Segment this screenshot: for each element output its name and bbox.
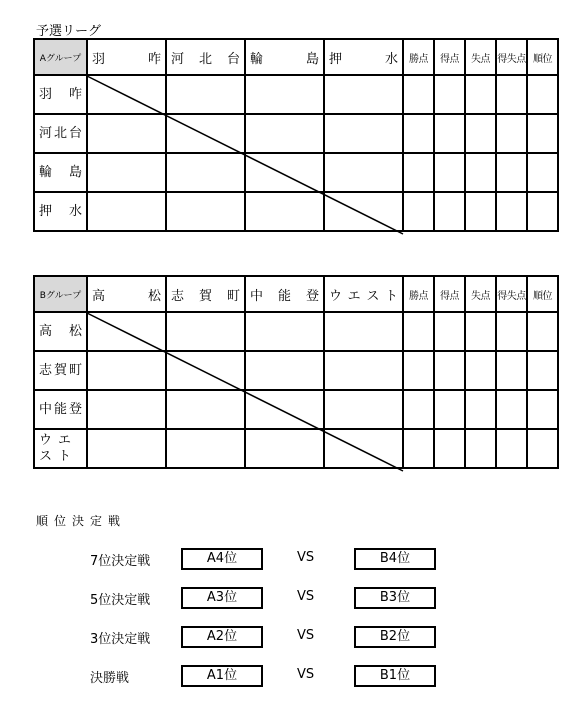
match-team-b: B4位	[354, 548, 436, 570]
table-row	[34, 312, 558, 351]
page-title: 予選リーグ	[36, 24, 102, 39]
stat-header-goal-diff: 得失点	[496, 39, 527, 75]
stat-cell[interactable]	[527, 390, 558, 429]
stat-header-goals-against: 失点	[465, 39, 496, 75]
table-row	[34, 153, 558, 192]
stat-header-rank: 順位	[527, 39, 558, 75]
stat-cell[interactable]	[496, 75, 527, 114]
team-header: 志賀町	[166, 276, 245, 312]
result-cell[interactable]	[245, 114, 324, 153]
result-cell[interactable]	[324, 429, 403, 468]
match-team-a: A3位	[181, 587, 263, 609]
group-b-table	[33, 275, 559, 469]
stat-cell[interactable]	[496, 192, 527, 231]
stat-cell[interactable]	[434, 114, 465, 153]
result-cell[interactable]	[87, 351, 166, 390]
finals-title: 順位決定戦	[36, 514, 127, 528]
table-row	[34, 351, 558, 390]
stat-header-goals-against: 失点	[465, 276, 496, 312]
match-team-a: A2位	[181, 626, 263, 648]
result-cell[interactable]	[87, 390, 166, 429]
row-team-label: 高 松	[34, 312, 87, 351]
stat-cell[interactable]	[403, 192, 434, 231]
stat-cell[interactable]	[527, 351, 558, 390]
stat-cell[interactable]	[465, 114, 496, 153]
result-cell[interactable]	[166, 312, 245, 351]
result-cell[interactable]	[245, 429, 324, 468]
stat-header-points: 勝点	[403, 276, 434, 312]
result-cell[interactable]	[87, 192, 166, 231]
stat-header-goals-for: 得点	[434, 276, 465, 312]
result-cell[interactable]	[166, 390, 245, 429]
vs-label: VS	[297, 589, 315, 604]
stat-cell[interactable]	[527, 153, 558, 192]
result-cell[interactable]	[245, 75, 324, 114]
team-header: 羽 咋	[87, 39, 166, 75]
stat-cell[interactable]	[496, 390, 527, 429]
result-cell[interactable]	[166, 153, 245, 192]
result-cell[interactable]	[166, 192, 245, 231]
stat-cell[interactable]	[403, 114, 434, 153]
match-row-5th	[0, 587, 586, 611]
stat-cell[interactable]	[465, 192, 496, 231]
stat-cell[interactable]	[496, 351, 527, 390]
table-row	[34, 114, 558, 153]
match-team-b: B1位	[354, 665, 436, 687]
table-row	[34, 192, 558, 231]
stat-cell[interactable]	[403, 351, 434, 390]
result-cell[interactable]	[245, 390, 324, 429]
vs-label: VS	[297, 667, 315, 682]
result-cell[interactable]	[245, 312, 324, 351]
stat-cell[interactable]	[465, 390, 496, 429]
row-team-label: 押 水	[34, 192, 87, 231]
result-cell[interactable]	[166, 351, 245, 390]
stat-header-points: 勝点	[403, 39, 434, 75]
stat-cell[interactable]	[527, 114, 558, 153]
row-team-label: ウエスト	[34, 429, 87, 468]
result-cell[interactable]	[87, 153, 166, 192]
row-team-label: 輪 島	[34, 153, 87, 192]
stat-cell[interactable]	[434, 390, 465, 429]
stat-cell[interactable]	[496, 114, 527, 153]
stat-cell[interactable]	[434, 351, 465, 390]
result-cell[interactable]	[324, 351, 403, 390]
stat-cell[interactable]	[465, 351, 496, 390]
result-cell[interactable]	[324, 114, 403, 153]
result-cell[interactable]	[245, 351, 324, 390]
match-team-b: B3位	[354, 587, 436, 609]
match-label: 5位決定戦	[90, 593, 151, 608]
stat-cell[interactable]	[465, 75, 496, 114]
stat-cell[interactable]	[434, 75, 465, 114]
team-header: 高 松	[87, 276, 166, 312]
group-label: Bグループ	[34, 276, 87, 312]
table-row	[34, 390, 558, 429]
result-cell[interactable]	[166, 114, 245, 153]
match-team-a: A1位	[181, 665, 263, 687]
result-cell[interactable]	[166, 429, 245, 468]
stat-cell[interactable]	[465, 429, 496, 468]
row-team-label: 河北台	[34, 114, 87, 153]
match-label: 決勝戦	[90, 671, 130, 686]
team-header: ウエスト	[324, 276, 403, 312]
match-row-7th	[0, 548, 586, 572]
row-team-label: 志賀町	[34, 351, 87, 390]
header-row	[34, 39, 558, 75]
match-label: 7位決定戦	[90, 554, 151, 569]
stat-cell[interactable]	[403, 153, 434, 192]
match-row-3rd	[0, 626, 586, 650]
team-header: 押 水	[324, 39, 403, 75]
stat-header-rank: 順位	[527, 276, 558, 312]
match-row-final	[0, 665, 586, 689]
result-cell[interactable]	[87, 312, 166, 351]
stat-cell[interactable]	[496, 312, 527, 351]
stat-cell[interactable]	[527, 192, 558, 231]
result-cell[interactable]	[324, 390, 403, 429]
table-row	[34, 75, 558, 114]
stat-cell[interactable]	[434, 192, 465, 231]
stat-cell[interactable]	[465, 153, 496, 192]
result-cell[interactable]	[87, 75, 166, 114]
stat-cell[interactable]	[527, 75, 558, 114]
match-team-a: A4位	[181, 548, 263, 570]
stat-cell[interactable]	[465, 312, 496, 351]
vs-label: VS	[297, 628, 315, 643]
result-cell[interactable]	[87, 429, 166, 468]
stat-cell[interactable]	[403, 312, 434, 351]
result-cell[interactable]	[87, 114, 166, 153]
result-cell[interactable]	[324, 192, 403, 231]
table-row	[34, 429, 558, 468]
row-team-label: 羽 咋	[34, 75, 87, 114]
stat-header-goal-diff: 得失点	[496, 276, 527, 312]
row-team-label: 中能登	[34, 390, 87, 429]
match-label: 3位決定戦	[90, 632, 151, 647]
stat-header-goals-for: 得点	[434, 39, 465, 75]
match-team-b: B2位	[354, 626, 436, 648]
result-cell[interactable]	[245, 153, 324, 192]
group-a-table	[33, 38, 559, 232]
stat-cell[interactable]	[403, 429, 434, 468]
stat-cell[interactable]	[434, 429, 465, 468]
result-cell[interactable]	[324, 75, 403, 114]
stat-cell[interactable]	[496, 429, 527, 468]
result-cell[interactable]	[166, 75, 245, 114]
group-label: Aグループ	[34, 39, 87, 75]
result-cell[interactable]	[324, 153, 403, 192]
result-cell[interactable]	[324, 312, 403, 351]
result-cell[interactable]	[245, 192, 324, 231]
header-row	[34, 276, 558, 312]
team-header: 輪 島	[245, 39, 324, 75]
stat-cell[interactable]	[403, 75, 434, 114]
stat-cell[interactable]	[496, 153, 527, 192]
vs-label: VS	[297, 550, 315, 565]
stat-cell[interactable]	[527, 429, 558, 468]
team-header: 中能登	[245, 276, 324, 312]
stat-cell[interactable]	[527, 312, 558, 351]
stat-cell[interactable]	[434, 312, 465, 351]
stat-cell[interactable]	[434, 153, 465, 192]
team-header: 河北台	[166, 39, 245, 75]
stat-cell[interactable]	[403, 390, 434, 429]
